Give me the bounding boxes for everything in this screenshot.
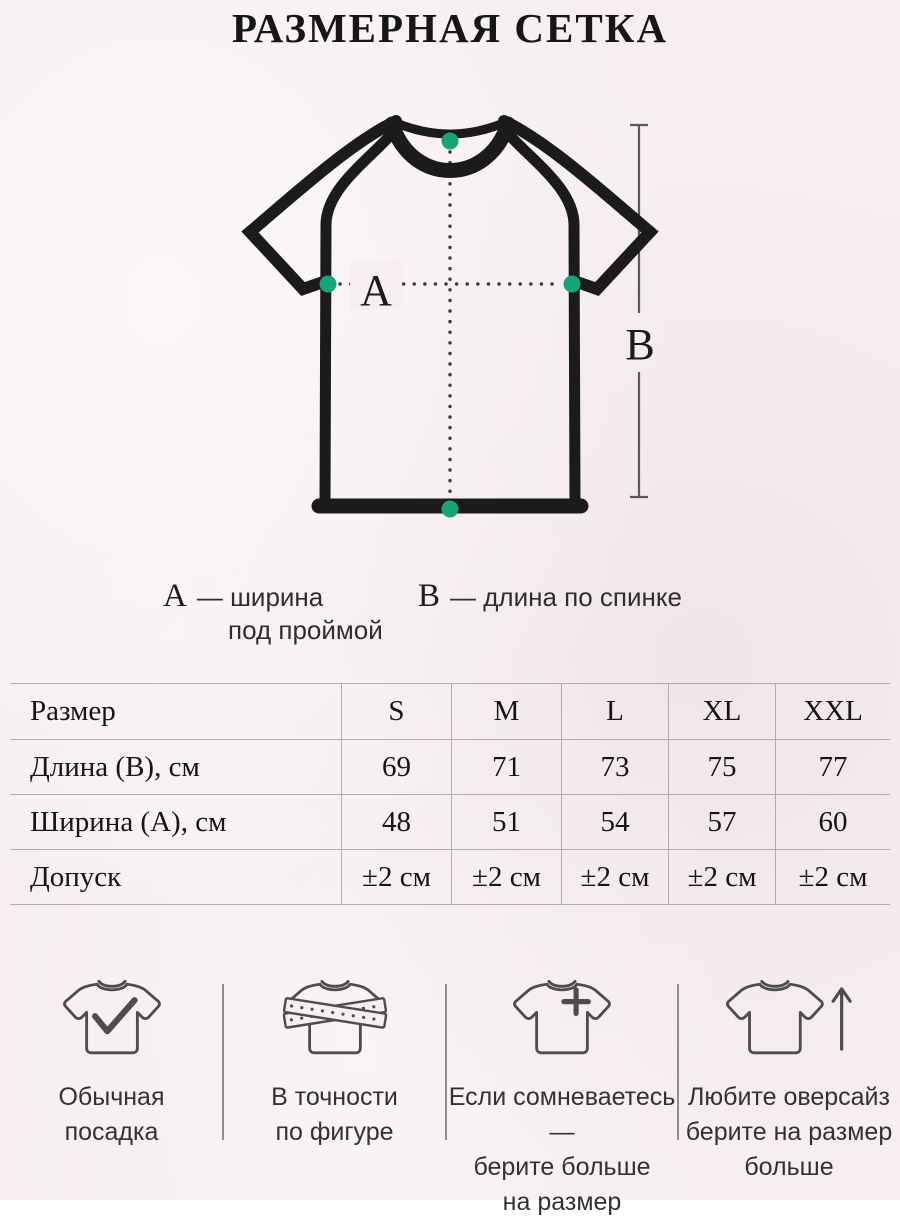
check-mark <box>95 1000 134 1031</box>
collar-point-dot <box>442 133 459 150</box>
tshirt-measurement-diagram <box>0 90 900 570</box>
plus-sign <box>564 990 588 1014</box>
table-row-width-label: Ширина (А), см <box>10 794 341 849</box>
fit-guide <box>0 970 900 1216</box>
table-cell-width-m: 51 <box>451 794 561 849</box>
fit-caption-oversize: Любите оверсайз берите на размер больше <box>685 1083 893 1181</box>
dotted-guides <box>340 152 560 500</box>
fit-item-exact <box>223 970 446 1220</box>
right-armpit-point-dot <box>564 276 581 293</box>
fit-caption-regular: Обычная посадка <box>58 1083 165 1146</box>
legend-a-letter: А <box>163 578 187 614</box>
table-header-xxl: XXL <box>775 684 890 739</box>
legend-b-text: — длина по спинке <box>450 582 682 612</box>
up-arrow <box>833 989 850 1049</box>
page-title: РАЗМЕРНАЯ СЕТКА <box>231 5 669 51</box>
table-cell-tolerance-xxl: ±2 см <box>775 849 890 904</box>
table-row-tolerance-label: Допуск <box>10 849 341 904</box>
table-header-l: L <box>561 684 668 739</box>
table-cell-width-s: 48 <box>341 794 451 849</box>
fit-caption-exact: В точности по фигуре <box>271 1083 398 1146</box>
table-row-length-label: Длина (В), см <box>10 739 341 794</box>
legend-a <box>163 578 323 615</box>
tshirt-oversize-arrow-icon <box>715 972 863 1066</box>
fit-guide-divider-1 <box>222 984 224 1140</box>
table-cell-length-l: 73 <box>561 739 668 794</box>
table-cell-length-xl: 75 <box>668 739 775 794</box>
table-cell-length-s: 69 <box>341 739 451 794</box>
fit-item-oversize <box>678 970 900 1220</box>
table-cell-tolerance-l: ±2 см <box>561 849 668 904</box>
table-cell-tolerance-s: ±2 см <box>341 849 451 904</box>
table-cell-tolerance-m: ±2 см <box>451 849 561 904</box>
legend-b-letter: В <box>418 578 441 614</box>
table-cell-width-xxl: 60 <box>775 794 890 849</box>
legend-b <box>418 578 682 615</box>
table-header-xl: XL <box>668 684 775 739</box>
table-header-s: S <box>341 684 451 739</box>
measure-label-a: А <box>360 266 392 315</box>
fit-guide-divider-3 <box>677 984 679 1140</box>
fit-caption-size-up: Если сомневаетесь — берите больше на размер <box>448 1083 676 1216</box>
measure-label-b: В <box>625 320 655 369</box>
table-header-m: M <box>451 684 561 739</box>
fit-guide-divider-2 <box>445 984 447 1140</box>
left-armpit-point-dot <box>320 276 337 293</box>
tshirt-measuring-tape-icon <box>271 972 399 1066</box>
fit-item-regular <box>0 970 223 1220</box>
fit-item-size-up <box>446 970 678 1220</box>
size-table <box>10 683 890 905</box>
legend-a-text-line2: под проймой <box>228 615 383 645</box>
table-cell-length-m: 71 <box>451 739 561 794</box>
table-cell-width-xl: 57 <box>668 794 775 849</box>
table-cell-tolerance-xl: ±2 см <box>668 849 775 904</box>
tshirt-check-icon <box>53 972 171 1066</box>
table-cell-width-l: 54 <box>561 794 668 849</box>
tshirt-plus-icon <box>497 972 627 1066</box>
b-measure-line <box>630 125 648 497</box>
hem-point-dot <box>442 501 459 518</box>
legend-a-text: — ширина <box>196 582 324 612</box>
table-cell-length-xxl: 77 <box>775 739 890 794</box>
table-header-size: Размер <box>30 695 116 727</box>
